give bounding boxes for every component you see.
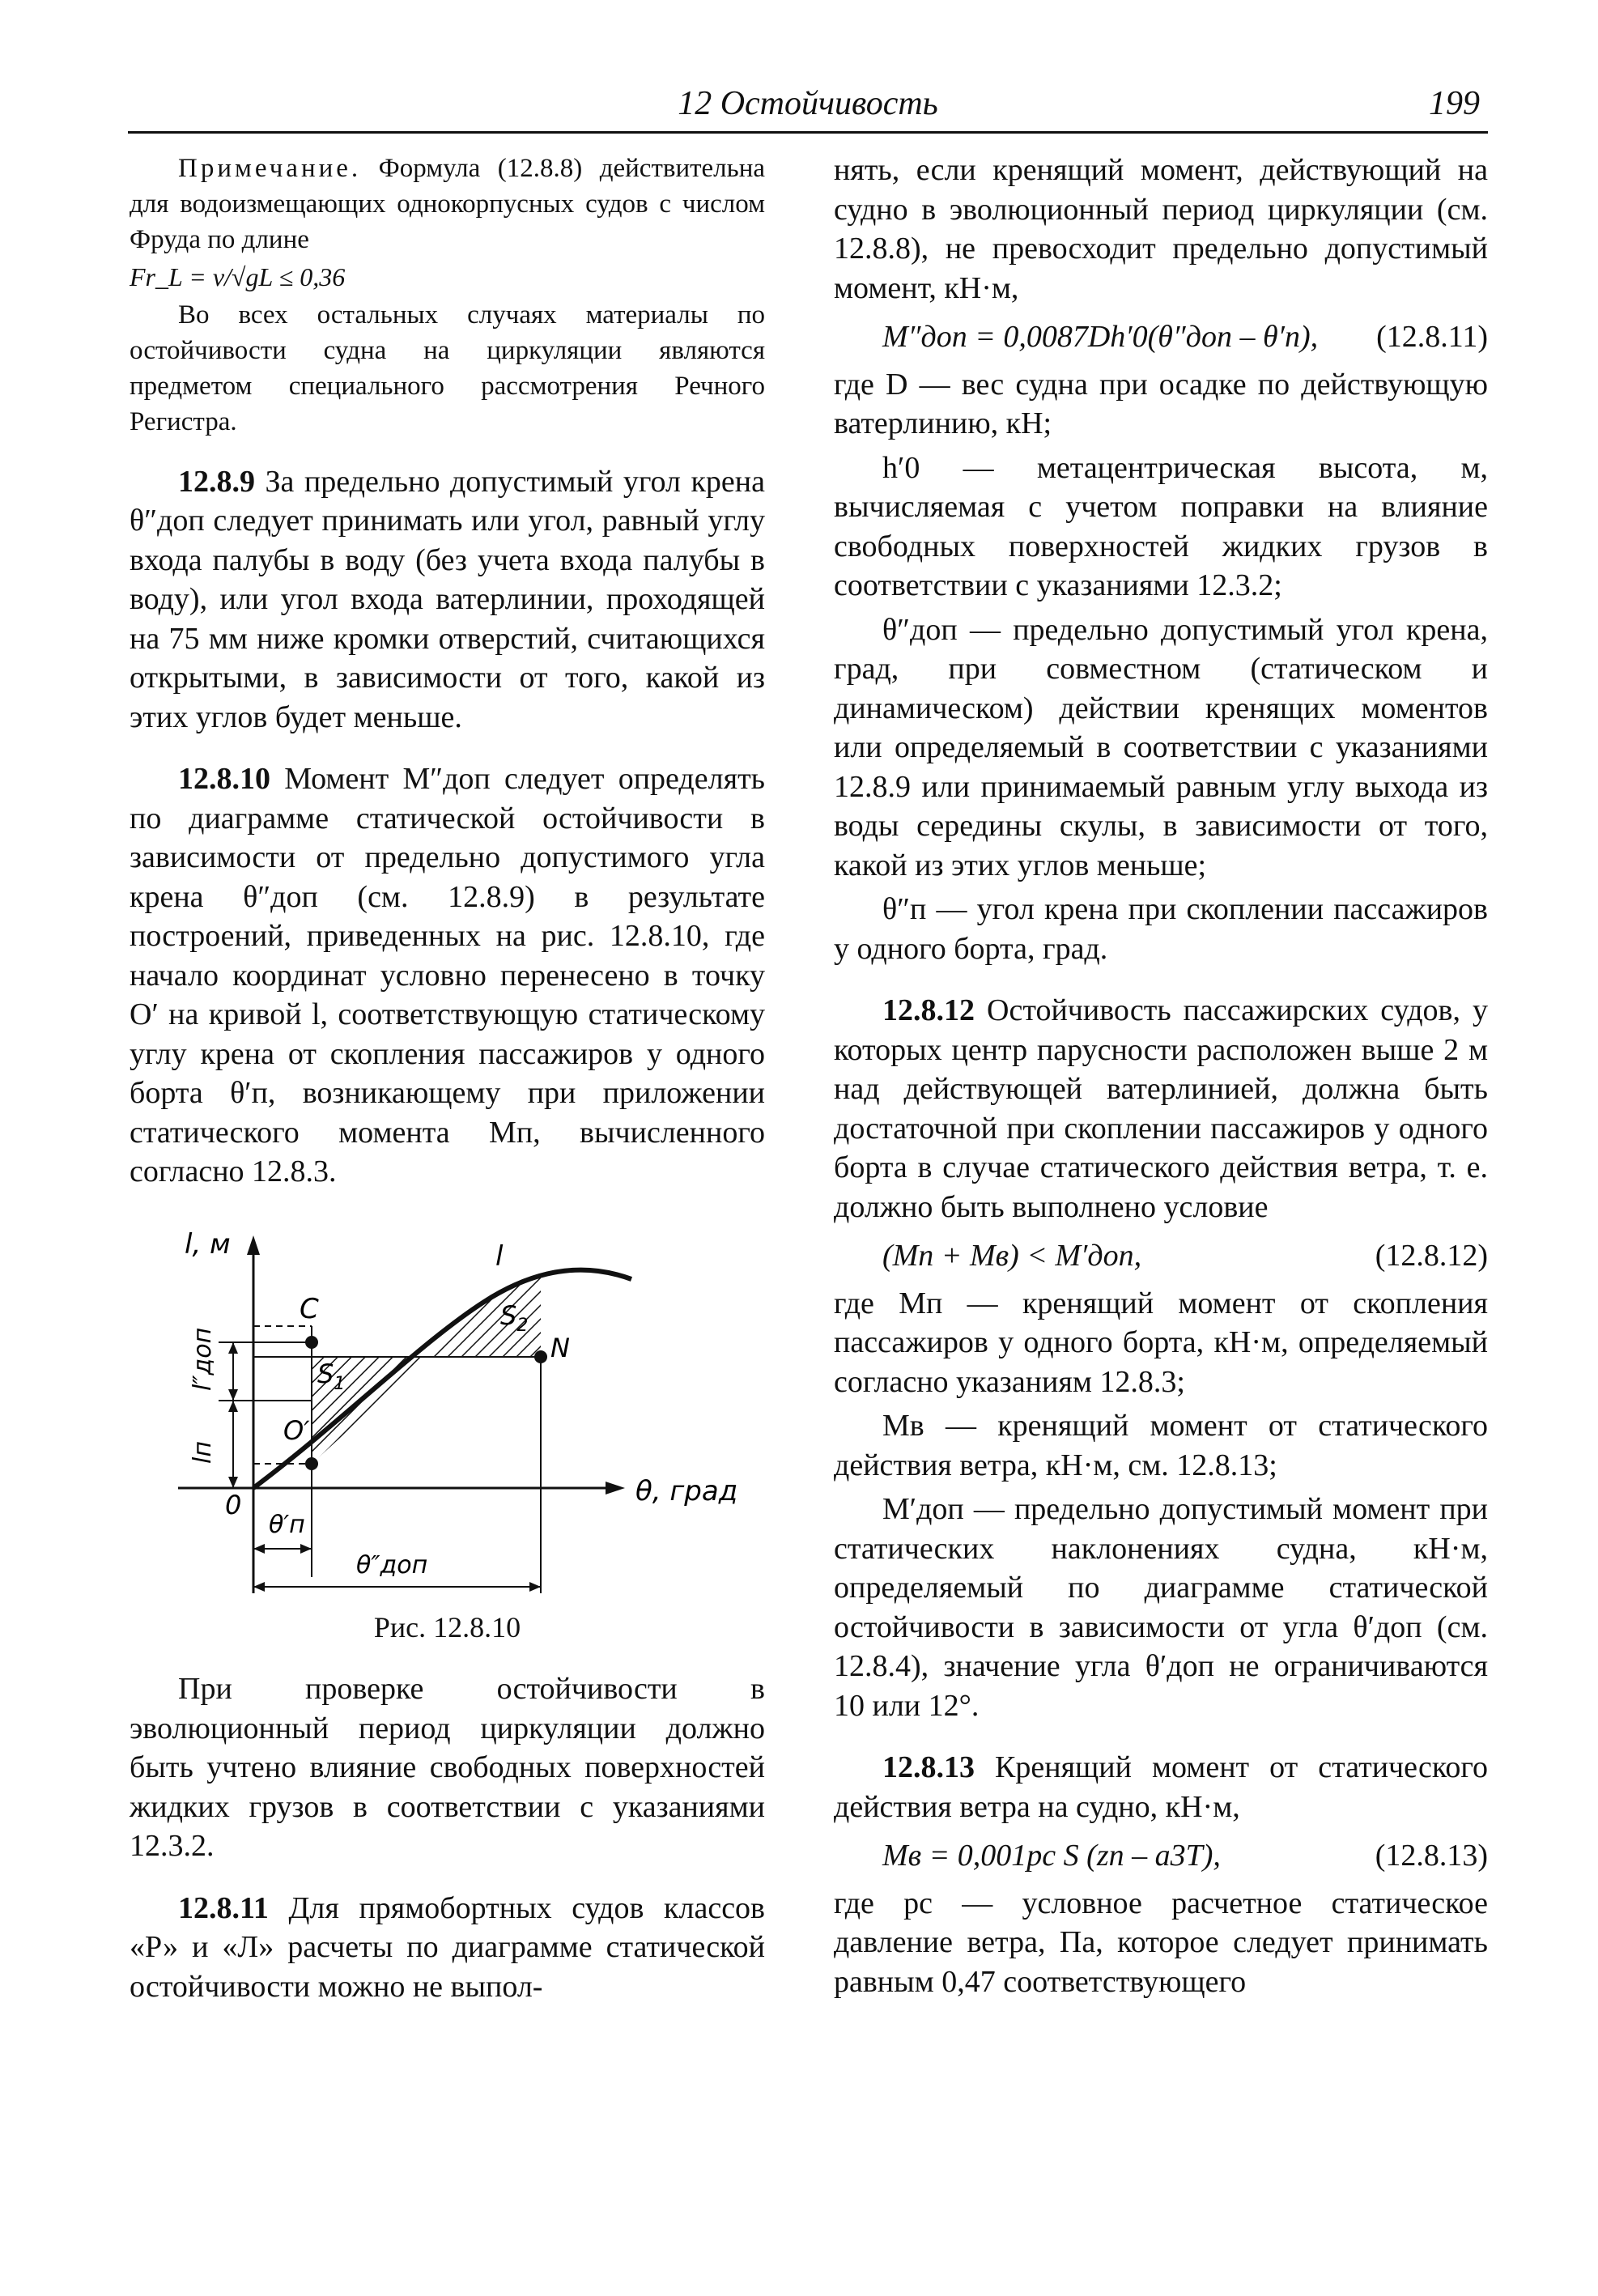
theta-dop-definition: θ″доп — предельно допустимый угол крена, град, при совместном (статическом и динамическом) действии кренящих моментов или определяемый в соответствии с указаниями 12.8.9 или принимаемый равным углу выхода из воды середины скулы, в зависимости от того, какой из этих углов меньше; [834,612,1488,882]
x-axis-label: θ, град [635,1474,738,1507]
y-axis-label: l, м [185,1227,231,1261]
section-12-8-9 [130,462,765,738]
curve-label: l [495,1239,504,1273]
equation-body: Mв = 0,001pс S (zп – a3T), [882,1839,1221,1873]
area-s1-label: $S_1$ [317,1358,346,1394]
equation-12-8-12 [834,1236,1488,1276]
section-text: Кренящий момент от статического действия ветра на судно, кН·м, [834,1750,1489,1824]
running-title: 12 Остойчивость [678,85,938,122]
point-n [534,1350,547,1363]
equation-12-8-13 [834,1836,1488,1876]
equation-number: (12.8.13) [1375,1839,1488,1873]
equation-number: (12.8.12) [1375,1239,1488,1273]
left-column [130,151,765,2006]
note-label: Примечание. [178,154,362,183]
y-axis-arrow [247,1235,260,1255]
section-12-8-10 [130,759,765,1192]
froude-formula: Fr_L = v/√gL ≤ 0,36 [130,262,346,291]
section-text: Момент M″доп следует определять по диаграмме статической остойчивости в зависимости от предельно допустимого угла крена θ″доп (см. 12.8.9) в результате построений, приведенных на рис. 12.8.10, где начало координат условно перенесено в точку O′ на кривой l, соответствующую статическому углу крена от скопления пассажиров у одного борта θ′п, возникающему при приложении статического момента Mп, вычисленного согласно 12.8.3. [130,762,766,1188]
h-definition: h′0 — метацентрическая высота, м, вычисляемая с учетом поправки на влияние свободных поверхностей жидких грузов в соответствии с указаниями 12.3.2; [834,450,1488,602]
note-paragraph [130,151,765,257]
point-o1-label: O′ [283,1414,310,1446]
section-12-8-11 [130,1889,765,2007]
theta-n-label: θ′п [269,1510,305,1539]
figure-12-8-10 [130,1221,765,1601]
right-column [834,151,1488,2001]
equation-12-8-11 [834,317,1488,357]
x-axis-arrow [606,1482,625,1495]
equation-body: M″доп = 0,0087Dh′0(θ″доп – θ′п), [882,320,1319,354]
ldop-label: l″доп [189,1327,217,1391]
paragraph-check: При проверке остойчивости в эволюционный период циркуляции должно быть учтено влияние свободных поверхностей жидких грузов в соответствии с указаниями 12.3.2. [130,1672,765,1863]
section-number: 12.8.12 [882,993,975,1027]
equation-body: (Mп + Mв) < M′доп, [882,1239,1142,1273]
section-12-8-12 [834,991,1488,1227]
stability-diagram [130,1221,765,1601]
origin-label: 0 [225,1489,242,1520]
point-n-label: N [550,1332,570,1363]
point-o1 [305,1457,318,1470]
note-text: Формула (12.8.8) действительна для водоизмещающих однокорпусных судов с числом Фруда по длине [130,154,766,254]
section-12-8-13 [834,1748,1488,1826]
ln-label: lп [189,1440,217,1464]
note-text-2: Во всех остальных случаях материалы по остойчивости судна на циркуляции являются предметом специального рассмотрения Речного Регистра. [130,300,765,436]
section-number: 12.8.10 [178,762,270,796]
section-number: 12.8.9 [178,464,255,499]
mv-definition: Mв — кренящий момент от статического действия ветра, кН·м, см. 12.8.13; [834,1409,1488,1482]
section-number: 12.8.13 [882,1750,975,1784]
equation-number: (12.8.11) [1376,320,1488,354]
mn-definition: где Mп — кренящий момент от скопления пассажиров у одного борта, кН·м, определяемый согласно указаниям 12.8.3; [834,1286,1488,1399]
d-definition: где D — вес судна при осадке по действующую ватерлинию, кН; [834,367,1488,440]
page-number: 199 [1429,85,1480,122]
section-text: За предельно допустимый угол крена θ″доп следует принимать или угол, равный углу входа палубы в воду (без учета входа палубы в воду), или угол входа ватерлинии, проходящей на 75 мм ниже кромки отверстий, считающихся открытыми, в зависимости от того, какой из этих углов будет меньше. [130,464,765,734]
area-s2-label: $S_2$ [500,1299,529,1336]
section-number: 12.8.11 [178,1890,269,1925]
theta-n-definition: θ″п — угол крена при скоплении пассажиров у одного борта, град. [834,892,1488,966]
point-c-label: C [300,1292,319,1325]
mdop-definition: M′доп — предельно допустимый момент при статических наклонениях судна, кН·м, определяемый по диаграмме статической остойчивости в зависимости от угла θ′доп (см. 12.8.4), значение угла θ′доп не ограничиваются 10 или 12°. [834,1492,1488,1723]
point-c [305,1336,318,1349]
figure-caption: Рис. 12.8.10 [373,1610,521,1643]
section-text: Остойчивость пассажирских судов, у которых центр парусности расположен выше 2 м над действующей ватерлинией, должна быть достаточной при скоплении пассажиров у одного борта в случае статического действия ветра, т. е. должно быть выполнено условие [834,993,1488,1224]
pc-definition: где pс — условное расчетное статическое давление ветра, Па, которое следует принимать равным 0,47 соответствующего [834,1886,1488,1999]
theta-dop-label: θ″доп [356,1550,428,1580]
continued-paragraph: нять, если кренящий момент, действующий на судно в эволюционный период циркуляции (см. 12.8.8), не превосходит предельно допустимый момент, кН·м, [834,153,1488,305]
section-text: Для прямобортных судов классов «Р» и «Л» расчеты по диаграмме статической остойчивости можно не выпол- [130,1890,766,2004]
page-header [128,81,1488,134]
